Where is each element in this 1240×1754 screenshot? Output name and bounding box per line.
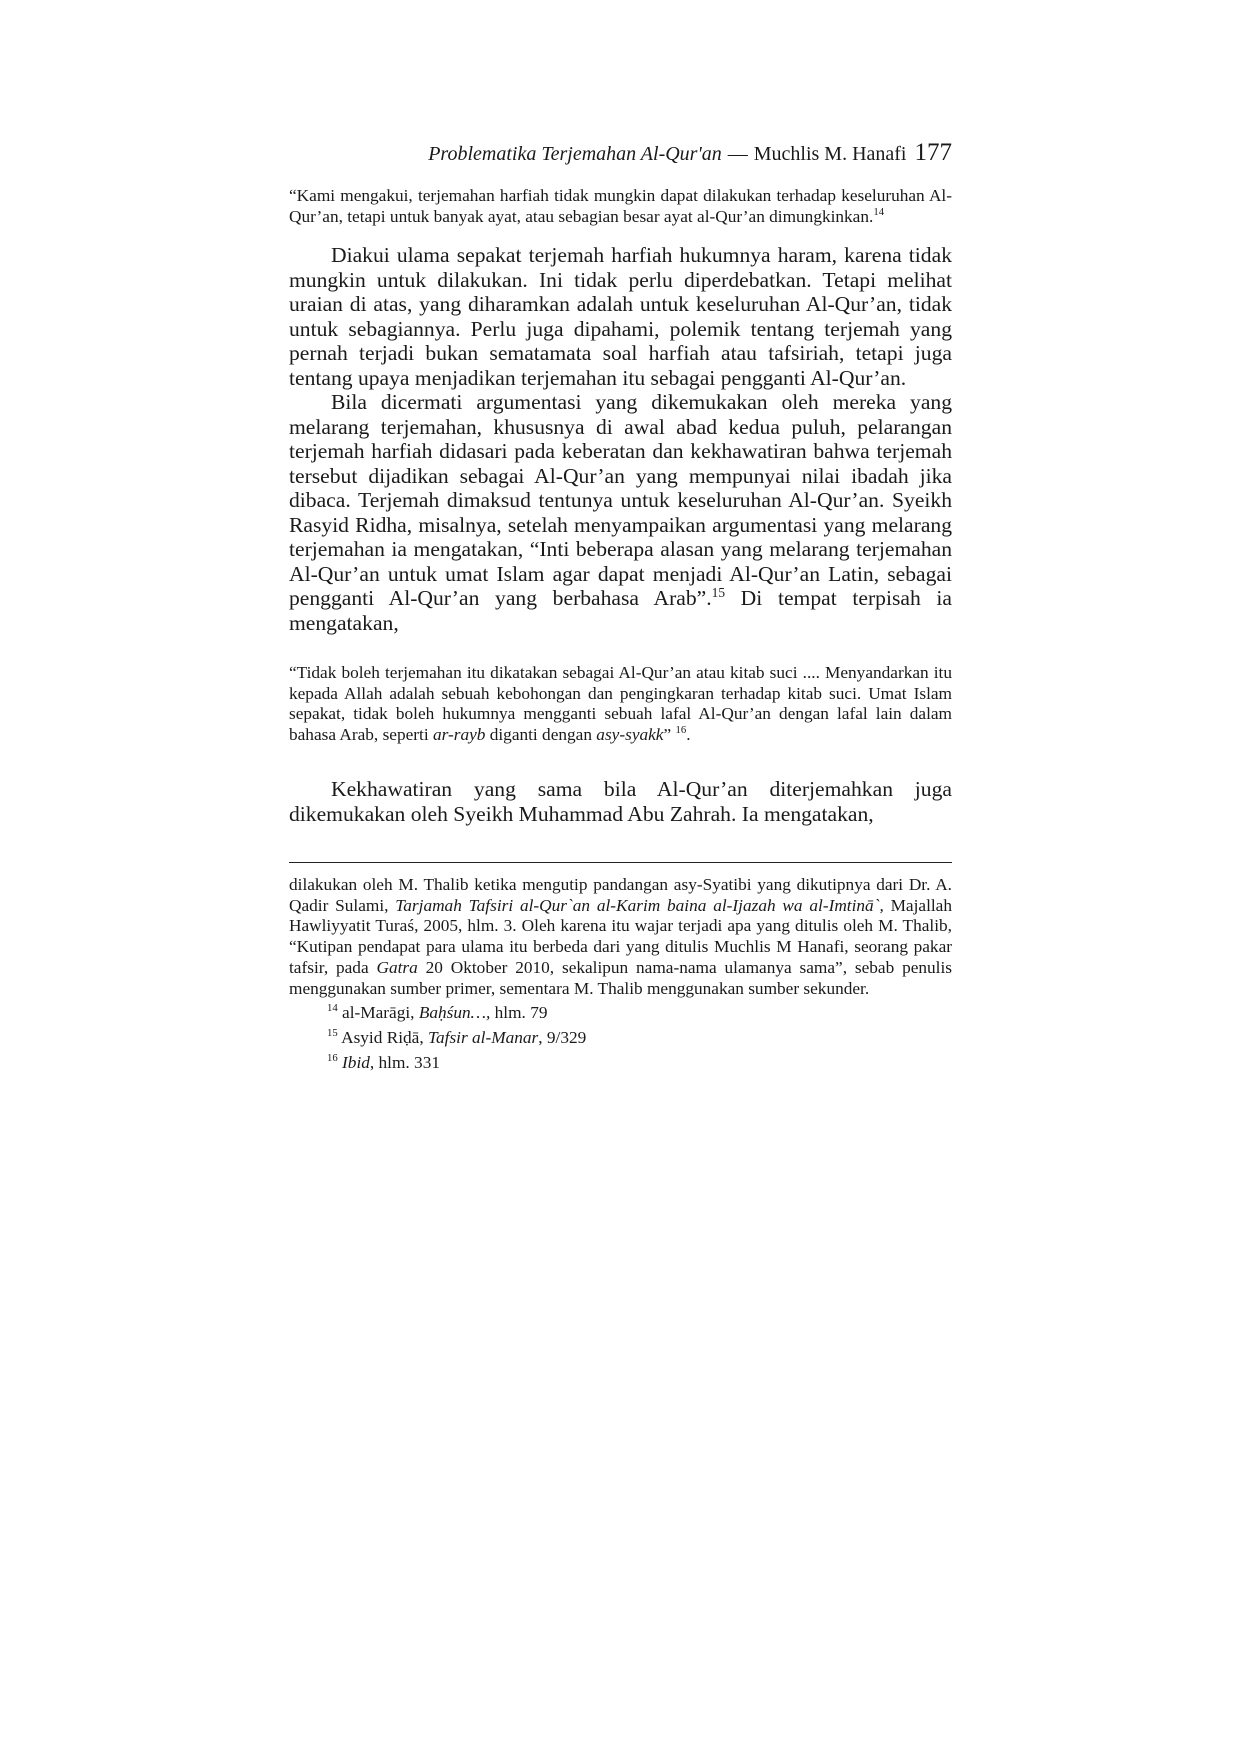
footnote-15-post: , 9/329	[538, 1027, 587, 1047]
footnote-16-title: Ibid	[342, 1052, 370, 1072]
footnotes	[289, 875, 952, 1073]
footnote-continuation-text-b: Majallah Hawliyyatit Turaś, 2005, hlm. 3. Oleh karena itu wajar terjadi apa yang ditulis oleh M. Thalib, “Kutipan pendapat para ulama itu berbeda dari yang ditulis Muchlis M Hanafi, seorang pakar tafsir, pada	[289, 895, 952, 977]
footnote-14-post: hlm. 79	[490, 1003, 548, 1023]
block-quote-2	[289, 663, 952, 745]
block-quote-2-text-c: ”	[663, 724, 676, 744]
block-quote-1-text: “Kami mengakui, terjemahan harfiah tidak mungkin dapat dilakukan terhadap keseluruhan Al-Qur’an, tetapi untuk banyak ayat, atau sebagian besar ayat al-Qur’an dimungkinkan.	[289, 186, 952, 226]
footnote-divider	[289, 862, 952, 863]
footnote-16-post: , hlm. 331	[369, 1052, 440, 1072]
footnote-14-pre: al-Marāgi,	[337, 1003, 419, 1023]
footnote-continuation-text-c: 20 Oktober 2010, sekalipun nama-nama ulamanya sama”, sebab penulis menggunakan sumber primer, sementara M. Thalib menggunakan sumber sekunder.	[289, 957, 952, 998]
paragraph-2-text-a: Bila dicermati argumentasi yang dikemukakan oleh mereka yang melarang terjemahan, khususnya di awal abad kedua puluh, pelarangan terjemah harfiah didasari pada keberatan dan kekhawatiran bahwa terjemah tersebut dijadikan sebagai Al-Qur’an yang mempunyai nilai ibadah jika dibaca. Terjemah dimaksud tentunya untuk keseluruhan Al-Qur’an. Syeikh Rasyid Ridha, misalnya, setelah menyampaikan argumentasi yang melarang terjemahan ia mengatakan, “Inti beberapa alasan yang melarang terjemahan Al-Qur’an untuk umat Islam agar dapat menjadi Al-Qur’an Latin, sebagai pengganti Al-Qur’an yang berbahasa Arab”.	[289, 390, 952, 610]
footnote-ref-14: 14	[873, 205, 885, 218]
paragraph-2-text-b: Di tempat terpisah ia mengatakan,	[289, 586, 952, 635]
block-quote-2-text-d: .	[686, 724, 691, 744]
footnote-14-number: 14	[327, 1002, 338, 1015]
block-quote-2-text-a: “Tidak boleh terjemahan itu dikatakan sebagai Al-Qur’an atau kitab suci .... Menyandarkan itu kepada Allah adalah sebuah kebohongan dan pengingkaran terhadap kitab suci. Umat Islam sepakat, tidak boleh hukumnya mengganti sebuah lafal Al-Qur’an dengan lafal lain dalam bahasa Arab, seperti	[289, 663, 952, 744]
footnote-continuation	[289, 875, 952, 999]
footnote-16-number: 16	[327, 1051, 338, 1064]
paragraph-3: Kekhawatiran yang sama bila Al-Qur’an diterjemahkan juga dikemukakan oleh Syeikh Muhammad Abu Zahrah. Ia mengatakan,	[289, 777, 952, 826]
footnote-14	[289, 1003, 952, 1024]
document-page	[289, 130, 952, 1073]
footnote-continuation-title: Tarjamah Tafsiri al-Qur`an al-Karim baina al-Ijazah wa al-Imtinā`,	[395, 895, 884, 915]
footnote-continuation-text-a: dilakukan oleh M. Thalib ketika mengutip pandangan asy-Syatibi yang dikutipnya dari Dr. A. Qadir Sulami,	[289, 875, 952, 915]
block-quote-2-text-b: diganti dengan	[485, 724, 597, 744]
footnote-16	[289, 1053, 952, 1074]
footnote-15-number: 15	[327, 1027, 338, 1040]
footnote-15-pre: Asyid Riḍā,	[337, 1027, 428, 1047]
header-dash: —	[727, 143, 748, 165]
block-quote-1	[289, 186, 952, 227]
page-number: 177	[914, 139, 952, 166]
term-ar-rayb: ar-rayb	[432, 724, 486, 744]
running-header	[289, 130, 952, 176]
header-title: Problematika Terjemahan Al-Qur'an	[428, 143, 722, 165]
paragraph-2	[289, 390, 952, 635]
header-author: Muchlis M. Hanafi	[753, 143, 907, 165]
footnote-14-title: Baḥśun…,	[418, 1003, 491, 1023]
paragraph-1: Diakui ulama sepakat terjemah harfiah hukumnya haram, karena tidak mungkin untuk dilakukan. Ini tidak perlu diperdebatkan. Tetapi melihat uraian di atas, yang diharamkan adalah untuk keseluruhan Al-Qur’an, tidak untuk sebagiannya. Perlu juga dipahami, polemik tentang terjemah yang pernah terjadi bukan sematamata soal harfiah atau tafsiriah, tetapi juga tentang upaya menjadikan terjemahan itu sebagai pengganti Al-Qur’an.	[289, 243, 952, 390]
footnote-ref-15: 15	[711, 584, 726, 600]
footnote-ref-16: 16	[675, 723, 687, 736]
footnote-continuation-magazine: Gatra	[376, 957, 418, 977]
footnote-15	[289, 1028, 952, 1049]
term-asy-syakk: asy-syakk	[596, 724, 664, 744]
footnote-15-title: Tafsir al-Manar	[427, 1027, 539, 1047]
